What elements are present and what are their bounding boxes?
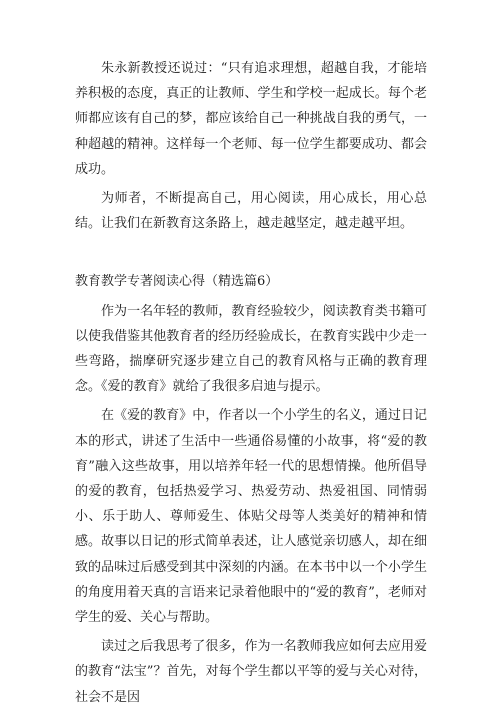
section-paragraph-1: 作为一名年轻的教师，教育经验较少，阅读教育类书籍可以使我借鉴其他教育者的经历经验成长，在教育实践中少走一些弯路，揣摩研究逐步建立自己的教育风格与正确的教育理念。《爱的教育》就给了我很多启迪与提示。 (75, 303, 427, 395)
intro-paragraph-1: 朱永新教授还说过：“只有追求理想，超越自我，才能培养积极的态度，真正的让教师、学生和学校一起成长。每个老师都应该有自己的梦，都应该给自己一种挑战自我的勇气，一种超越的精神。这样每一个老师、每一位学生都要成功、都会成功。 (75, 61, 427, 177)
section-paragraph-3: 读过之后我思考了很多，作为一名教师我应如何去应用爱的教育“法宝”？首先，对每个学生都以平等的爱与关心对待，社会不是因 (75, 639, 427, 705)
intro-paragraph-2: 为师者，不断提高自己，用心阅读，用心成长，用心总结。让我们在新教育这条路上，越走越坚定，越走越平坦。 (75, 191, 427, 232)
section-paragraph-2: 在《爱的教育》中，作者以一个小学生的名义，通过日记本的形式，讲述了生活中一些通俗易懂的小故事，将“爱的教育”融入这些故事，用以培养年轻一代的思想情操。他所倡导的爱的教育，包括热爱学习、热爱劳动、热爱祖国、同情弱小、乐于助人、尊师爱生、体贴父母等人类美好的精神和情感。故事以日记的形式简单表述，让人感觉亲切感人，却在细致的品味过后感受到其中深刻的内涵。在本书中以一个小学生的角度用着天真的言语来记录着他眼中的“爱的教育”，老师对学生的爱、关心与帮助。 (75, 408, 427, 626)
section-gap (75, 236, 427, 269)
section-title: 教育教学专著阅读心得（精选篇6） (75, 274, 279, 290)
document-page (75, 56, 427, 710)
